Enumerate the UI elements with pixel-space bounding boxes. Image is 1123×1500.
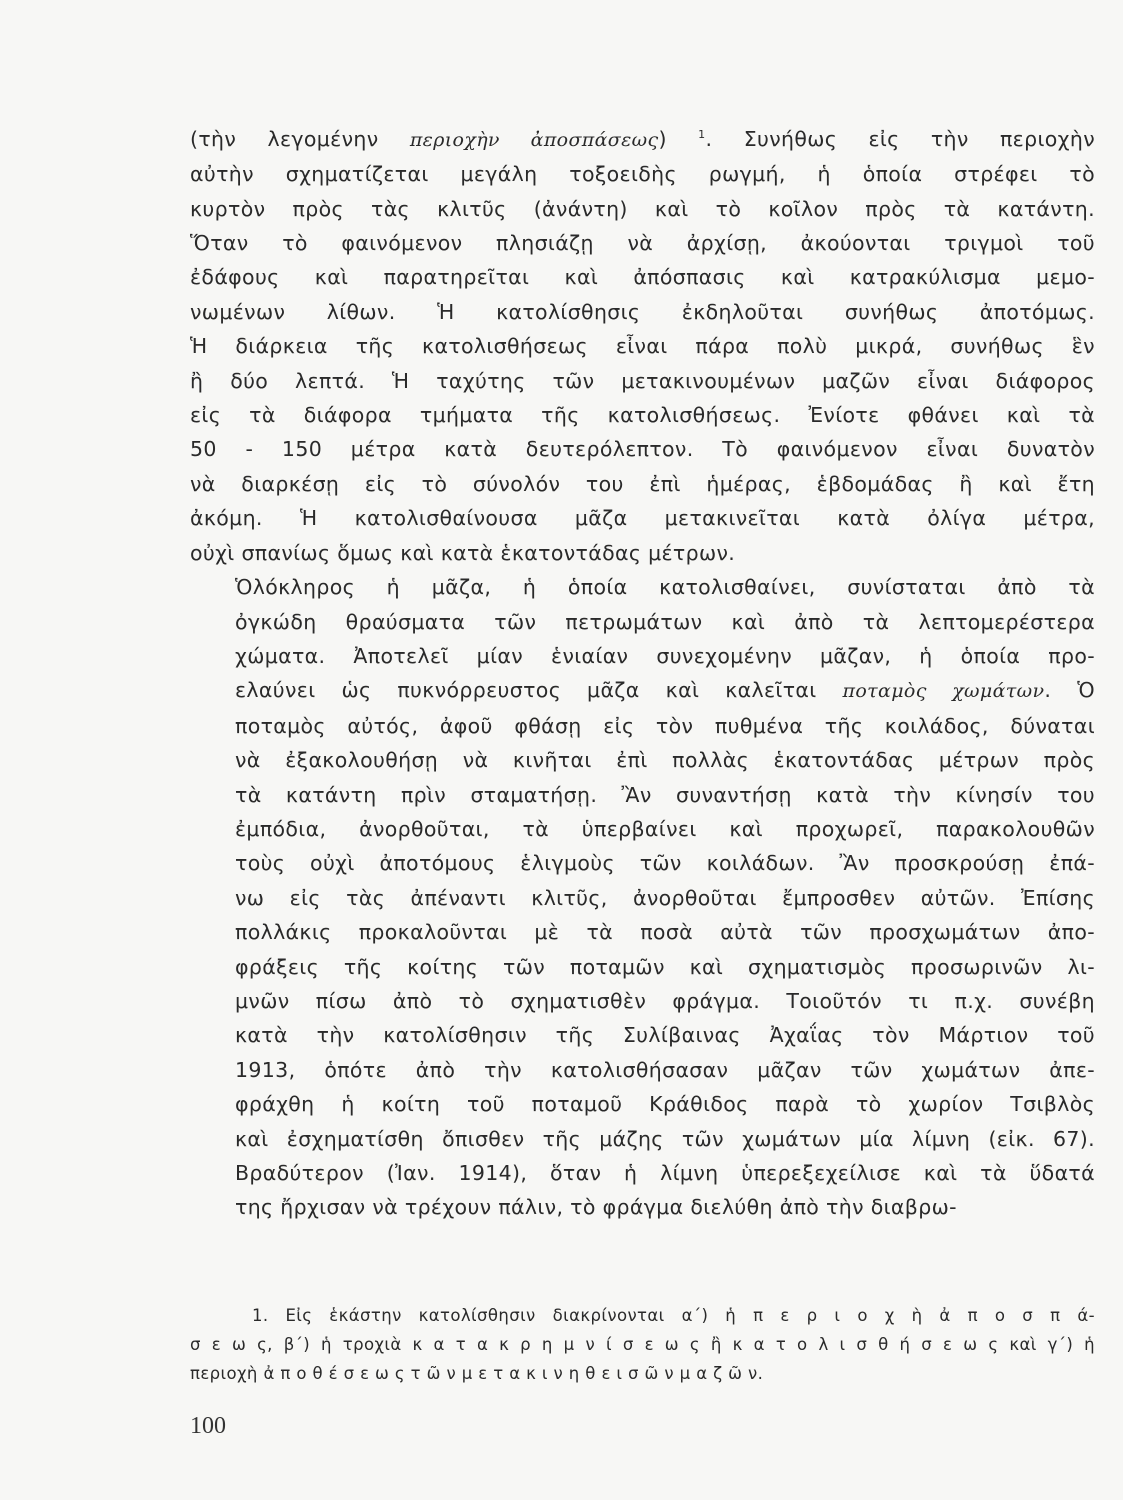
text-line (190, 295, 1095, 329)
text-line (190, 1087, 1095, 1121)
text-line (190, 915, 1095, 949)
footnote-line: 1. Εἰς ἑκάστην κατολίσθησιν διακρίνονται α΄) ἡ π ε ρ ι ο χ ὴ ἀ π ο σ π ά- (252, 1306, 1095, 1325)
text-segment: νωμένων λίθων. Ἡ κατολίσθησις ἐκδηλοῦται συνήθως ἀποτόμως. (190, 299, 1095, 324)
text-line (190, 226, 1095, 260)
text-segment: φράχθη ἡ κοίτη τοῦ ποταμοῦ Κράθιδος παρὰ τὸ χωρίον Τσιβλὸς (235, 1092, 1095, 1117)
text-line (190, 1018, 1095, 1052)
text-segment: ἐμπόδια, ἀνορθοῦται, τὰ ὑπερβαίνει καὶ προχωρεῖ, παρακολουθῶν (235, 816, 1095, 841)
text-segment: ἢ δύο λεπτά. Ἡ ταχύτης τῶν μετακινουμένων μαζῶν εἶναι διάφορος (190, 368, 1095, 393)
text-segment: πολλάκις προκαλοῦνται μὲ τὰ ποσὰ αὐτὰ τῶν προσχωμάτων ἀπο- (235, 920, 1095, 945)
paragraph (190, 118, 1095, 570)
text-segment: . Συνήθως εἰς τὴν περιοχὴν (705, 126, 1095, 151)
text-line (190, 1156, 1095, 1190)
text-segment: νω εἰς τὰς ἀπέναντι κλιτῦς, ἀνορθοῦται ἔμπροσθεν αὐτῶν. Ἐπίσης (235, 885, 1095, 910)
text-segment: ἐδάφους καὶ παρατηρεῖται καὶ ἀπόσπασις καὶ κατρακύλισμα μεμο- (190, 265, 1095, 290)
italic-term: ποταμὸς χωμάτων (842, 680, 1045, 703)
text-line (190, 570, 1095, 604)
text-segment: ἀκόμη. Ἡ κατολισθαίνουσα μᾶζα μετακινεῖται κατὰ ὀλίγα μέτρα, (190, 506, 1095, 531)
text-line (190, 709, 1095, 743)
footnote-line: σ ε ω ς, β΄) ἡ τροχιὰ κ α τ α κ ρ η μ ν ί σ ε ω ς ἢ κ α τ ο λ ι σ θ ή σ ε ω ς καὶ γ΄) ἡ (190, 1335, 1095, 1354)
text-line (190, 364, 1095, 398)
text-segment: τὰ κατάντη πρὶν σταματήσῃ. Ἂν συναντήσῃ κατὰ τὴν κίνησίν του (235, 782, 1095, 807)
text-line (190, 260, 1095, 294)
text-segment: Ὅταν τὸ φαινόμενον πλησιάζῃ νὰ ἀρχίσῃ, ἀκούονται τριγμοὶ τοῦ (190, 231, 1095, 256)
text-segment: κατὰ τὴν κατολίσθησιν τῆς Συλίβαινας Ἀχαΐας τὸν Μάρτιον τοῦ (235, 1023, 1095, 1048)
text-line (190, 639, 1095, 673)
text-line (190, 846, 1095, 880)
text-segment: οὐχὶ σπανίως ὅμως καὶ κατὰ ἑκατοντάδας μέτρων. (190, 540, 736, 565)
text-segment: χώματα. Ἀποτελεῖ μίαν ἑνιαίαν συνεχομένην μᾶζαν, ἡ ὁποία προ- (235, 643, 1095, 668)
text-segment: 1913, ὁπότε ἀπὸ τὴν κατολισθήσασαν μᾶζαν τῶν χωμάτων ἀπε- (235, 1057, 1095, 1082)
text-segment: αὐτὴν σχηματίζεται μεγάλη τοξοειδὴς ρωγμή, ἡ ὁποία στρέφει τὸ (190, 162, 1095, 187)
body-text (190, 118, 1095, 1225)
text-segment: κυρτὸν πρὸς τὰς κλιτῦς (ἀνάντη) καὶ τὸ κοῖλον πρὸς τὰ κατάντη. (190, 196, 1095, 221)
text-line (190, 536, 1095, 570)
text-line (190, 881, 1095, 915)
text-line (190, 467, 1095, 501)
text-segment: . Ὁ (1044, 678, 1095, 703)
text-segment: τοὺς οὐχὶ ἀποτόμους ἑλιγμοὺς τῶν κοιλάδων. Ἂν προσκρούσῃ ἐπά- (235, 851, 1095, 876)
text-segment: ποταμὸς αὐτός, ἀφοῦ φθάσῃ εἰς τὸν πυθμένα τῆς κοιλάδος, δύναται (235, 713, 1095, 738)
text-segment: μνῶν πίσω ἀπὸ τὸ σχηματισθὲν φράγμα. Τοιοῦτόν τι π.χ. συνέβη (235, 988, 1095, 1013)
text-segment: ελαύνει ὡς πυκνόρρευστος μᾶζα καὶ καλεῖται (235, 678, 843, 703)
text-line (190, 157, 1095, 191)
text-line (190, 501, 1095, 535)
text-segment: ) (658, 126, 699, 151)
text-segment: νὰ διαρκέσῃ εἰς τὸ σύνολόν του ἐπὶ ἡμέρας, ἑβδομάδας ἢ καὶ ἔτη (190, 471, 1095, 496)
text-segment: της ἤρχισαν νὰ τρέχουν πάλιν, τὸ φράγμα διελύθη ἀπὸ τὴν διαβρω- (235, 1195, 957, 1220)
text-line (190, 605, 1095, 639)
text-segment: Ὁλόκληρος ἡ μᾶζα, ἡ ὁποία κατολισθαίνει, συνίσταται ἀπὸ τὰ (235, 575, 1095, 600)
text-line (190, 950, 1095, 984)
text-line (190, 673, 1095, 708)
footnote-line: περιοχὴ ἀ π ο θ έ σ ε ω ς τ ῶ ν μ ε τ α κ ι ν η θ ε ι σ ῶ ν μ α ζ ῶ ν. (190, 1364, 764, 1383)
text-line (190, 1053, 1095, 1087)
text-line (190, 398, 1095, 432)
text-line (190, 812, 1095, 846)
text-segment: ὀγκώδη θραύσματα τῶν πετρωμάτων καὶ ἀπὸ τὰ λεπτομερέστερα (235, 609, 1095, 634)
footnote-marker: 1 (698, 128, 706, 141)
footnote (190, 1301, 1095, 1388)
text-line (190, 778, 1095, 812)
text-segment: Βραδύτερον (Ἰαν. 1914), ὅταν ἡ λίμνη ὑπερεξεχείλισε καὶ τὰ ὕδατά (235, 1161, 1095, 1186)
text-segment: καὶ ἐσχηματίσθη ὄπισθεν τῆς μάζης τῶν χωμάτων μία λίμνη (εἰκ. 67). (235, 1126, 1095, 1151)
page-number: 100 (190, 1413, 226, 1439)
text-line (190, 329, 1095, 363)
text-line (190, 984, 1095, 1018)
text-line (190, 1122, 1095, 1156)
text-line (190, 1190, 1095, 1224)
text-line (190, 432, 1095, 466)
text-line (190, 118, 1095, 157)
text-line (190, 743, 1095, 777)
text-segment: νὰ ἐξακολουθήσῃ νὰ κινῆται ἐπὶ πολλὰς ἑκατοντάδας μέτρων πρὸς (235, 748, 1095, 773)
text-segment: εἰς τὰ διάφορα τμήματα τῆς κατολισθήσεως. Ἐνίοτε φθάνει καὶ τὰ (190, 403, 1095, 428)
text-segment: (τὴν λεγομένην (190, 126, 410, 151)
text-line (190, 192, 1095, 226)
text-segment: Ἡ διάρκεια τῆς κατολισθήσεως εἶναι πάρα πολὺ μικρά, συνήθως ἓν (190, 334, 1095, 359)
italic-term: περιοχὴν ἀποσπάσεως (409, 128, 659, 151)
text-segment: 50 - 150 μέτρα κατὰ δευτερόλεπτον. Τὸ φαινόμενον εἶναι δυνατὸν (190, 437, 1095, 462)
text-segment: φράξεις τῆς κοίτης τῶν ποταμῶν καὶ σχηματισμὸς προσωρινῶν λι- (235, 954, 1095, 979)
paragraph (190, 570, 1095, 1225)
